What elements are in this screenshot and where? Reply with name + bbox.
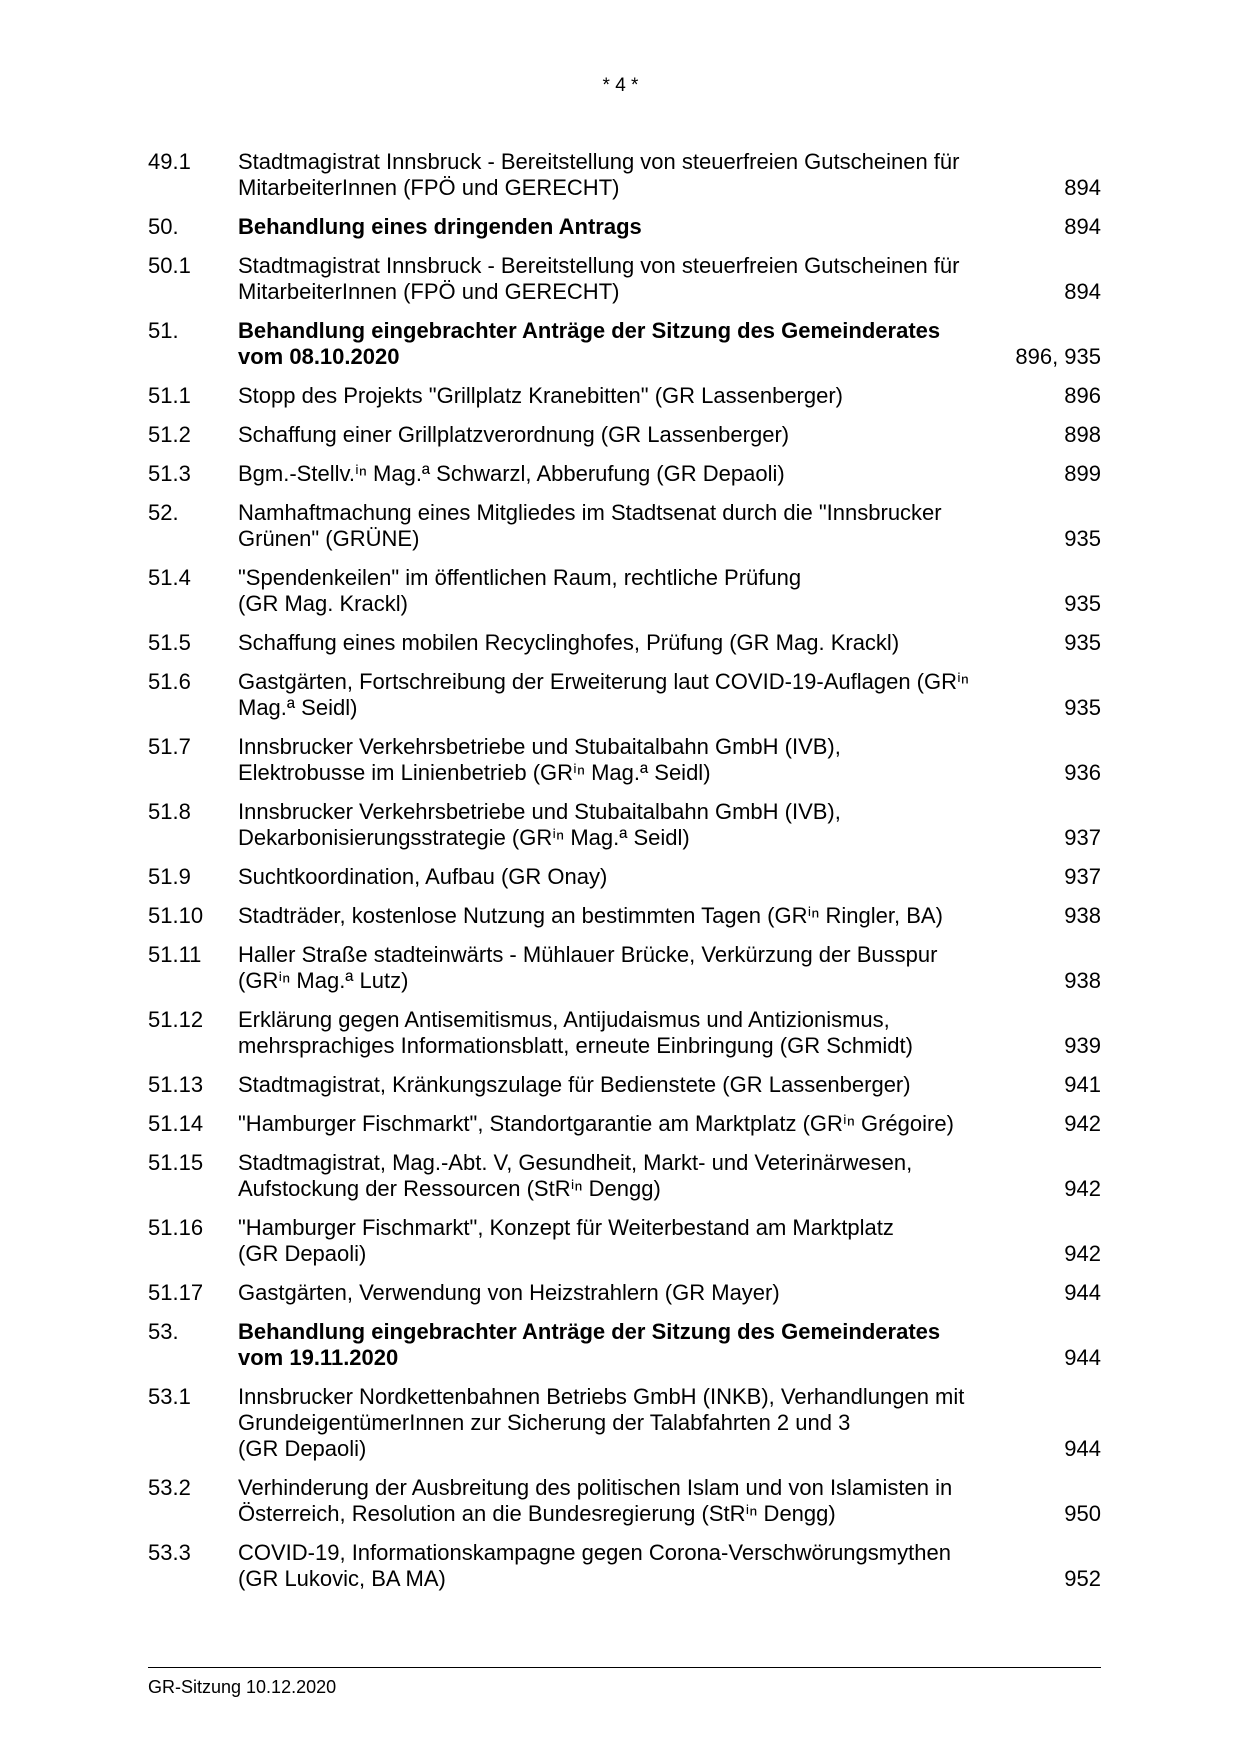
toc-entry-title-line: Verhinderung der Ausbreitung des politischen Islam und von Islamisten in — [238, 1475, 953, 1500]
footer-divider — [148, 1667, 1101, 1668]
toc-entry — [148, 1215, 1101, 1267]
toc-entry-page: 939 — [1064, 1033, 1101, 1058]
toc-entry-title-line: Behandlung eingebrachter Anträge der Sitzung des Gemeinderates — [238, 1319, 941, 1344]
toc-entry-page: 942 — [1064, 1241, 1101, 1266]
toc-entry — [148, 253, 1101, 305]
toc-entry-number: 52. — [148, 500, 179, 525]
toc-entry-number: 51.9 — [148, 864, 191, 889]
toc-entry-title-line: "Hamburger Fischmarkt", Konzept für Weiterbestand am Marktplatz — [238, 1215, 894, 1240]
toc-entry-page: 937 — [1064, 864, 1101, 889]
toc-entry-number: 51.11 — [148, 942, 202, 967]
page-number: * 4 * — [602, 75, 639, 96]
toc-entry-title-line: Schaffung eines mobilen Recyclinghofes, Prüfung (GR Mag. Krackl) — [238, 630, 900, 655]
toc-entry — [148, 461, 1101, 487]
toc-entry — [148, 1007, 1101, 1059]
toc-entry-title-line: Schaffung einer Grillplatzverordnung (GR Lassenberger) — [238, 422, 790, 447]
toc-entry-title — [238, 461, 1018, 487]
toc-entry — [148, 383, 1101, 409]
toc-entry-number: 51.5 — [148, 630, 191, 655]
toc-entry-title — [238, 1150, 1018, 1202]
toc-entry-title-line: Stadtmagistrat Innsbruck - Bereitstellung von steuerfreien Gutscheinen für — [238, 253, 960, 278]
toc-entry-title-line: Behandlung eingebrachter Anträge der Sitzung des Gemeinderates — [238, 318, 941, 343]
toc-entry-number: 51.15 — [148, 1150, 204, 1175]
toc-entry-title-line: Österreich, Resolution an die Bundesregierung (StRⁱⁿ Dengg) — [238, 1501, 836, 1526]
toc-entry-number: 51.16 — [148, 1215, 204, 1240]
toc-entry-page: 952 — [1064, 1566, 1101, 1591]
toc-entry-title — [238, 1072, 1018, 1098]
toc-entry — [148, 942, 1101, 994]
toc-entry-number: 51.14 — [148, 1111, 204, 1136]
toc-entry-title-line: MitarbeiterInnen (FPÖ und GERECHT) — [238, 175, 620, 200]
toc-entry-page: 935 — [1064, 630, 1101, 655]
toc-entry-page: 936 — [1064, 760, 1101, 785]
toc-entry-title — [238, 1475, 1018, 1527]
toc-entry-page: 942 — [1064, 1176, 1101, 1201]
toc-entry-title-line: Gastgärten, Verwendung von Heizstrahlern (GR Mayer) — [238, 1280, 780, 1305]
toc-entry-page: 938 — [1064, 968, 1101, 993]
toc-entry-title-line: Grünen" (GRÜNE) — [238, 526, 420, 551]
toc-entry-page: 937 — [1064, 825, 1101, 850]
toc-entry-title — [238, 383, 1018, 409]
toc-entry-number: 51. — [148, 318, 179, 343]
toc-entry-title-line: Stadträder, kostenlose Nutzung an bestimmten Tagen (GRⁱⁿ Ringler, BA) — [238, 903, 943, 928]
toc-entry-title-line: (GR Lukovic, BA MA) — [238, 1566, 446, 1591]
toc-entry — [148, 1150, 1101, 1202]
toc-entry — [148, 1072, 1101, 1098]
footer-session-date: GR-Sitzung 10.12.2020 — [148, 1677, 337, 1697]
toc-entry-number: 51.2 — [148, 422, 191, 447]
toc-entry-title — [238, 1111, 1018, 1137]
toc-entry — [148, 1280, 1101, 1306]
toc-entry-title — [238, 942, 1018, 994]
toc-entry-title — [238, 1384, 1018, 1462]
toc-entry-title-line: Innsbrucker Verkehrsbetriebe und Stubaitalbahn GmbH (IVB), — [238, 799, 841, 824]
toc-entry-page: 896 — [1064, 383, 1101, 408]
toc-entry-title-line: Suchtkoordination, Aufbau (GR Onay) — [238, 864, 608, 889]
toc-entry-title — [238, 214, 1018, 240]
toc-entry — [148, 1384, 1101, 1462]
toc-entry-title-line: Stadtmagistrat, Kränkungszulage für Bedienstete (GR Lassenberger) — [238, 1072, 911, 1097]
toc-entry-title-line: "Spendenkeilen" im öffentlichen Raum, rechtliche Prüfung — [238, 565, 802, 590]
toc-entry-title — [238, 253, 1018, 305]
toc-entry-title — [238, 630, 1018, 656]
toc-entry-title-line: mehrsprachiges Informationsblatt, erneute Einbringung (GR Schmidt) — [238, 1033, 913, 1058]
toc-entry-page: 941 — [1064, 1072, 1101, 1097]
toc-entry-number: 53.3 — [148, 1540, 191, 1565]
toc-entry-title — [238, 1280, 1018, 1306]
toc-entry — [148, 500, 1101, 552]
toc-entry-title-line: Gastgärten, Fortschreibung der Erweiterung laut COVID-19-Auflagen (GRⁱⁿ — [238, 669, 969, 694]
toc-entry — [148, 903, 1101, 929]
toc-entry-title — [238, 500, 1018, 552]
toc-entry — [148, 318, 1101, 370]
toc-entry-title-line: Stadtmagistrat, Mag.-Abt. V, Gesundheit, Markt- und Veterinärwesen, — [238, 1150, 913, 1175]
toc-entry-page: 894 — [1064, 175, 1101, 200]
toc-entry-number: 51.13 — [148, 1072, 204, 1097]
toc-entry-title-line: Innsbrucker Nordkettenbahnen Betriebs GmbH (INKB), Verhandlungen mit — [238, 1384, 965, 1409]
toc-entry-title — [238, 864, 1018, 890]
toc-entry-title — [238, 422, 1018, 448]
toc-entry-title-line: Behandlung eines dringenden Antrags — [238, 214, 642, 239]
toc-entry-number: 51.1 — [148, 383, 191, 408]
toc-entry-number: 53. — [148, 1319, 179, 1344]
toc-entry-page: 950 — [1064, 1501, 1101, 1526]
toc-entry-number: 50.1 — [148, 253, 191, 278]
toc-entry-page: 898 — [1064, 422, 1101, 447]
toc-entry-number: 50. — [148, 214, 179, 239]
toc-entry-title-line: Stopp des Projekts "Grillplatz Kranebitten" (GR Lassenberger) — [238, 383, 844, 408]
toc-entry-title — [238, 565, 1018, 617]
toc-entry-title-line: Mag.ª Seidl) — [238, 695, 358, 720]
toc-entry-number: 51.7 — [148, 734, 191, 759]
toc-entry-number: 51.3 — [148, 461, 191, 486]
toc-entry — [148, 149, 1101, 201]
toc-entry-number: 51.17 — [148, 1280, 204, 1305]
toc-entry — [148, 1319, 1101, 1371]
toc-entry-title-line: Dekarbonisierungsstrategie (GRⁱⁿ Mag.ª Seidl) — [238, 825, 690, 850]
toc-entry — [148, 1111, 1101, 1137]
toc-entry-title-line: Stadtmagistrat Innsbruck - Bereitstellung von steuerfreien Gutscheinen für — [238, 149, 960, 174]
toc-entry-title-line: Bgm.-Stellv.ⁱⁿ Mag.ª Schwarzl, Abberufung (GR Depaoli) — [238, 461, 785, 486]
table-of-contents — [148, 149, 1101, 1605]
toc-entry-page: 935 — [1064, 591, 1101, 616]
toc-entry-title — [238, 1007, 1018, 1059]
toc-entry-page: 935 — [1064, 526, 1101, 551]
toc-entry-title-line: (GRⁱⁿ Mag.ª Lutz) — [238, 968, 409, 993]
toc-entry-page: 944 — [1064, 1345, 1101, 1370]
toc-entry — [148, 734, 1101, 786]
toc-entry-title-line: "Hamburger Fischmarkt", Standortgarantie am Marktplatz (GRⁱⁿ Grégoire) — [238, 1111, 954, 1136]
toc-entry-title-line: Elektrobusse im Linienbetrieb (GRⁱⁿ Mag.ª Seidl) — [238, 760, 711, 785]
toc-entry-page: 944 — [1064, 1280, 1101, 1305]
toc-entry-page: 899 — [1064, 461, 1101, 486]
toc-entry — [148, 630, 1101, 656]
toc-entry-title — [238, 149, 1018, 201]
toc-entry-number: 49.1 — [148, 149, 191, 174]
toc-entry-title — [238, 318, 1018, 370]
toc-entry-number: 51.12 — [148, 1007, 204, 1032]
toc-entry-title — [238, 1540, 1018, 1592]
toc-entry-title-line: MitarbeiterInnen (FPÖ und GERECHT) — [238, 279, 620, 304]
toc-entry-title — [238, 1319, 1018, 1371]
toc-entry-number: 53.1 — [148, 1384, 191, 1409]
toc-entry — [148, 1540, 1101, 1592]
toc-entry-number: 51.10 — [148, 903, 204, 928]
toc-entry-page: 938 — [1064, 903, 1101, 928]
toc-entry-title-line: (GR Depaoli) — [238, 1436, 367, 1461]
toc-entry-title-line: (GR Depaoli) — [238, 1241, 367, 1266]
toc-entry-number: 51.6 — [148, 669, 191, 694]
toc-entry — [148, 1475, 1101, 1527]
toc-entry-page: 944 — [1064, 1436, 1101, 1461]
toc-entry — [148, 214, 1101, 240]
toc-entry-page: 942 — [1064, 1111, 1101, 1136]
toc-entry-title-line: (GR Mag. Krackl) — [238, 591, 408, 616]
toc-entry — [148, 565, 1101, 617]
toc-entry-title — [238, 903, 1018, 929]
toc-entry-number: 51.8 — [148, 799, 191, 824]
toc-entry-title-line: Haller Straße stadteinwärts - Mühlauer Brücke, Verkürzung der Busspur — [238, 942, 938, 967]
toc-entry-title-line: GrundeigentümerInnen zur Sicherung der Talabfahrten 2 und 3 — [238, 1410, 851, 1435]
toc-entry-number: 53.2 — [148, 1475, 191, 1500]
toc-entry-page: 896, 935 — [1015, 344, 1101, 369]
toc-entry-number: 51.4 — [148, 565, 191, 590]
toc-entry-title — [238, 734, 1018, 786]
toc-entry-title — [238, 669, 1018, 721]
toc-entry-page: 894 — [1064, 279, 1101, 304]
toc-entry-page: 935 — [1064, 695, 1101, 720]
toc-entry-title-line: COVID-19, Informationskampagne gegen Corona-Verschwörungsmythen — [238, 1540, 951, 1565]
toc-entry — [148, 799, 1101, 851]
toc-entry — [148, 864, 1101, 890]
toc-entry-title-line: Erklärung gegen Antisemitismus, Antijudaismus und Antizionismus, — [238, 1007, 890, 1032]
toc-entry-title-line: Namhaftmachung eines Mitgliedes im Stadtsenat durch die "Innsbrucker — [238, 500, 942, 525]
toc-entry-title-line: vom 08.10.2020 — [238, 344, 400, 369]
toc-entry — [148, 669, 1101, 721]
toc-entry-page: 894 — [1064, 214, 1101, 239]
toc-entry-title — [238, 1215, 1018, 1267]
toc-entry-title-line: vom 19.11.2020 — [238, 1345, 399, 1370]
toc-entry — [148, 422, 1101, 448]
toc-entry-title-line: Aufstockung der Ressourcen (StRⁱⁿ Dengg) — [238, 1176, 661, 1201]
toc-entry-title-line: Innsbrucker Verkehrsbetriebe und Stubaitalbahn GmbH (IVB), — [238, 734, 841, 759]
toc-entry-title — [238, 799, 1018, 851]
